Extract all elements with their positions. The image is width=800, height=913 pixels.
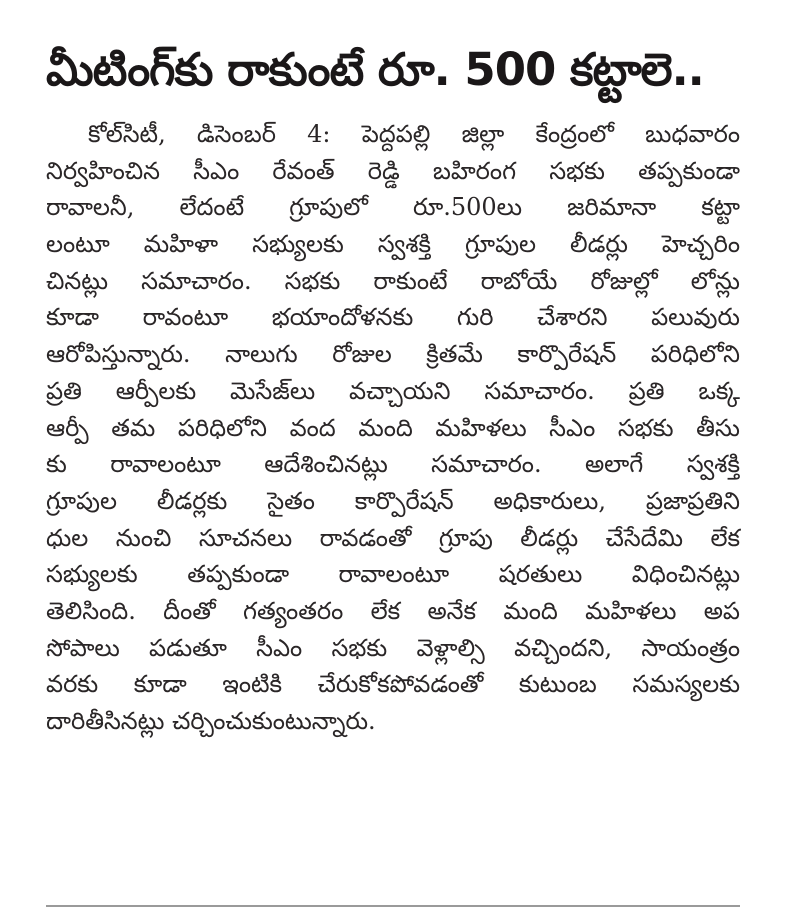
article-body-line: నిర్వహించిన సీఎం రేవంత్ రెడ్డి బహిరంగ సభకు తప్పకుండా [46,156,740,185]
article-body-line: కూడా రావంటూ భయాందోళనకు గురి చేశారని పలువురు [46,303,740,332]
article-body-line: తెలిసింది. దీంతో గత్యంతరం లేక అనేక మంది మహిళలు అప [46,596,740,625]
article-body-line: సోపాలు పడుతూ సీఎం సభకు వెళ్లాల్సి వచ్చిందని, సాయంత్రం [46,633,740,662]
article-body-line: కు రావాలంటూ ఆదేశించినట్లు సమాచారం. అలాగే స్వశక్తి [46,450,740,479]
article-headline: మీటింగ్‌కు రాకుంటే రూ. 500 కట్టాలె.. [46,43,704,96]
article-body [46,116,740,740]
bottom-divider [46,905,740,907]
article-body-line: కోల్‌సిటీ, డిసెంబర్ 4: పెద్దపల్లి జిల్లా కేంద్రంలో బుధవారం [88,120,740,148]
article-body-line: వరకు కూడా ఇంటికి చేరుకోకపోవడంతో కుటుంబ సమస్యలకు [46,670,740,699]
article-body-line: రావాలనీ, లేదంటే గ్రూపులో రూ.500లు జరిమానా కట్టా [46,193,740,222]
article-body-line: ధుల నుంచి సూచనలు రావడంతో గ్రూపు లీడర్లు చేసేదేమి లేక [46,523,740,552]
article-body-line: సభ్యులకు తప్పకుండా రావాలంటూ షరతులు విధించినట్లు [46,560,740,589]
article-body-line: గ్రూపుల లీడర్లకు సైతం కార్పొరేషన్ అధికారులు, ప్రజాప్రతిని [46,486,740,515]
article-body-line: దారితీసినట్లు చర్చించుకుంటున్నారు. [46,707,376,735]
article-body-line: లంటూ మహిళా సభ్యులకు స్వశక్తి గ్రూపుల లీడర్లు హెచ్చరిం [46,230,740,259]
article-body-line: చినట్లు సమాచారం. సభకు రాకుంటే రాబోయే రోజుల్లో లోన్లు [46,266,740,295]
article-body-line: ప్రతి ఆర్పీలకు మెసేజ్‌లు వచ్చాయని సమాచారం. ప్రతి ఒక్క [46,376,740,405]
article-body-line: ఆరోపిస్తున్నారు. నాలుగు రోజుల క్రితమే కార్పొరేషన్ పరిధిలోని [46,340,740,369]
article-body-line: ఆర్పీ తమ పరిధిలోని వంద మంది మహిళలు సీఎం సభకు తీసు [46,413,740,442]
